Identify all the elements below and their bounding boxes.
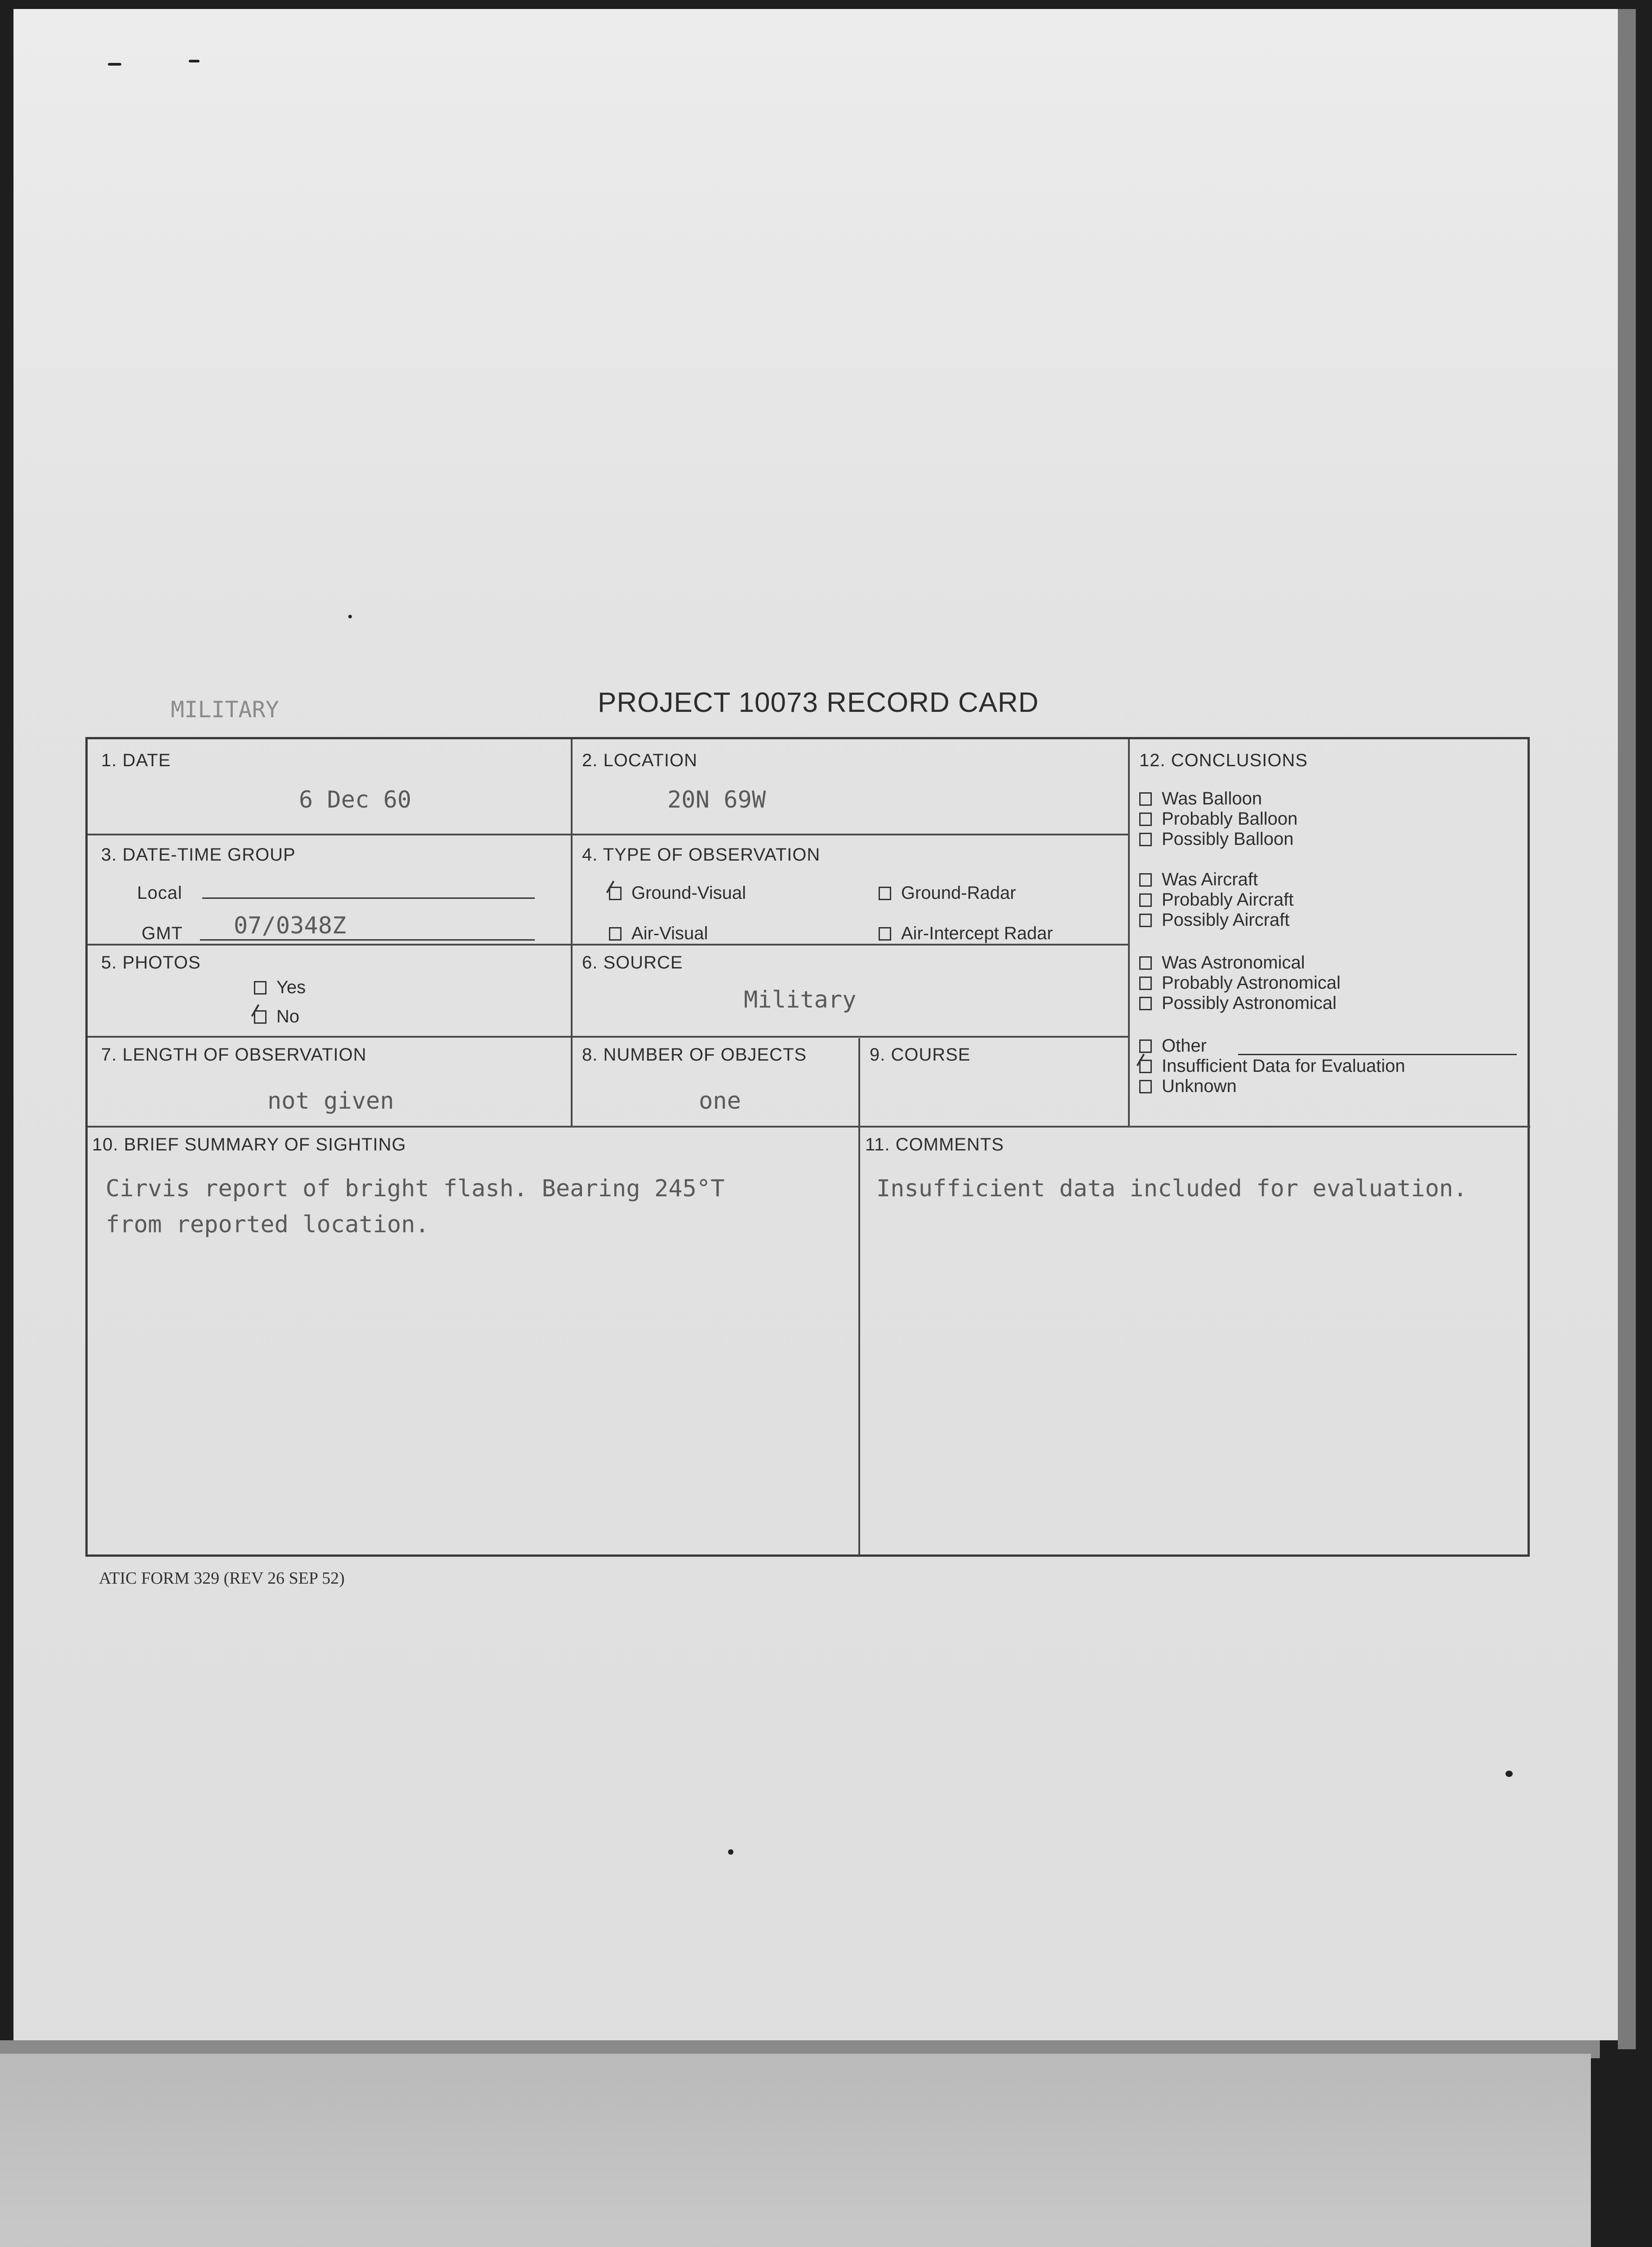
divider: [1128, 739, 1130, 1126]
photos-label: 5. PHOTOS: [101, 953, 201, 973]
option-air-intercept-radar: [879, 924, 1053, 944]
checkbox-icon: [1139, 792, 1152, 806]
checkbox-icon: [1139, 813, 1152, 826]
checkbox-icon: [609, 927, 622, 941]
conclusion-unknown: [1139, 1076, 1237, 1097]
conclusion-probably-balloon: [1139, 809, 1297, 829]
checkbox-icon: [1139, 893, 1152, 907]
location-value: 20N 69W: [667, 786, 766, 813]
checkbox-icon: [1139, 1080, 1152, 1093]
comments-label: 11. COMMENTS: [865, 1135, 1004, 1155]
checkbox-icon: [1139, 997, 1152, 1010]
record-card: [85, 737, 1530, 1557]
speck: [728, 1849, 733, 1855]
option-label: Probably Astronomical: [1162, 973, 1341, 993]
type-of-observation-label: 4. TYPE OF OBSERVATION: [582, 845, 821, 865]
divider: [858, 1038, 860, 1555]
option-label: Probably Aircraft: [1162, 890, 1294, 910]
checkbox-icon: [1139, 977, 1152, 990]
conclusion-was-astronomical: [1139, 953, 1305, 973]
military-stamp: MILITARY: [171, 697, 279, 723]
conclusion-was-balloon: [1139, 789, 1262, 809]
divider: [88, 834, 1128, 835]
option-label: No: [276, 1007, 300, 1026]
option-air-visual: [609, 924, 708, 944]
other-underline: [1238, 1054, 1517, 1055]
speck: [189, 60, 200, 62]
checkbox-icon: [1139, 833, 1152, 846]
option-label: Possibly Aircraft: [1162, 910, 1290, 930]
checkbox-icon: [254, 981, 266, 995]
divider: [88, 1036, 1128, 1038]
option-photos-yes: [254, 977, 306, 998]
option-label: Ground-Radar: [901, 883, 1016, 903]
source-label: 6. SOURCE: [582, 953, 683, 973]
checkbox-icon: [1139, 873, 1152, 887]
option-label: Ground-Visual: [631, 883, 746, 903]
course-label: 9. COURSE: [870, 1045, 971, 1065]
gmt-label: GMT: [142, 924, 183, 943]
speck: [348, 615, 352, 618]
checkbox-icon: [1139, 1039, 1152, 1053]
gmt-value: 07/0348Z: [234, 912, 346, 939]
local-label: Local: [137, 883, 182, 903]
option-label: Insufficient Data for Evaluation: [1162, 1056, 1405, 1076]
checkbox-checked-icon: [1139, 1060, 1152, 1073]
card-title: PROJECT 10073 RECORD CARD: [598, 687, 1039, 718]
form-identifier: ATIC FORM 329 (REV 26 SEP 52): [99, 1569, 345, 1588]
divider: [88, 944, 1128, 946]
comments-text: Insufficient data included for evaluation.: [876, 1175, 1467, 1202]
checkbox-checked-icon: [609, 887, 622, 900]
conclusion-probably-astronomical: [1139, 973, 1341, 993]
option-photos-no: [254, 1007, 299, 1027]
checkbox-icon: [1139, 914, 1152, 927]
option-label: Air-Visual: [631, 924, 708, 943]
checkbox-icon: [1139, 956, 1152, 970]
conclusion-possibly-aircraft: [1139, 910, 1290, 930]
option-label: Other: [1162, 1036, 1207, 1056]
date-time-group-label: 3. DATE-TIME GROUP: [101, 845, 296, 865]
checkbox-checked-icon: [254, 1010, 266, 1024]
option-label: Was Balloon: [1162, 789, 1262, 808]
option-label: Unknown: [1162, 1076, 1237, 1096]
option-ground-visual: [609, 883, 746, 903]
option-label: Possibly Balloon: [1162, 829, 1294, 849]
conclusion-other: [1139, 1036, 1207, 1056]
option-label: Yes: [276, 977, 306, 997]
date-value: 6 Dec 60: [299, 786, 412, 813]
option-label: Air-Intercept Radar: [901, 924, 1053, 943]
conclusion-insufficient-data: [1139, 1056, 1405, 1076]
option-ground-radar: [879, 883, 1016, 903]
conclusion-was-aircraft: [1139, 870, 1258, 890]
underlying-sheet: [0, 2054, 1591, 2247]
date-label: 1. DATE: [101, 750, 171, 770]
source-value: Military: [744, 986, 857, 1013]
conclusion-possibly-astronomical: [1139, 993, 1337, 1013]
option-label: Was Aircraft: [1162, 870, 1258, 889]
summary-line-1: Cirvis report of bright flash. Bearing 245°T: [106, 1175, 725, 1202]
conclusion-probably-aircraft: [1139, 890, 1293, 910]
gmt-underline: [200, 939, 535, 941]
summary-label: 10. BRIEF SUMMARY OF SIGHTING: [92, 1135, 406, 1155]
conclusions-label: 12. CONCLUSIONS: [1139, 750, 1308, 770]
checkbox-icon: [879, 927, 891, 941]
number-of-objects-value: one: [699, 1088, 741, 1115]
local-underline: [202, 897, 535, 899]
speck: [1505, 1771, 1513, 1777]
length-of-observation-label: 7. LENGTH OF OBSERVATION: [101, 1045, 367, 1065]
checkbox-icon: [879, 887, 891, 900]
location-label: 2. LOCATION: [582, 750, 697, 770]
sheet-edge-shadow: [1618, 9, 1636, 2049]
length-of-observation-value: not given: [267, 1088, 394, 1115]
divider: [88, 1126, 1530, 1128]
conclusion-possibly-balloon: [1139, 829, 1294, 849]
option-label: Was Astronomical: [1162, 953, 1305, 973]
speck: [108, 63, 121, 66]
option-label: Possibly Astronomical: [1162, 993, 1337, 1013]
number-of-objects-label: 8. NUMBER OF OBJECTS: [582, 1045, 807, 1065]
summary-line-2: from reported location.: [106, 1211, 430, 1238]
option-label: Probably Balloon: [1162, 809, 1298, 829]
divider: [571, 739, 573, 1126]
